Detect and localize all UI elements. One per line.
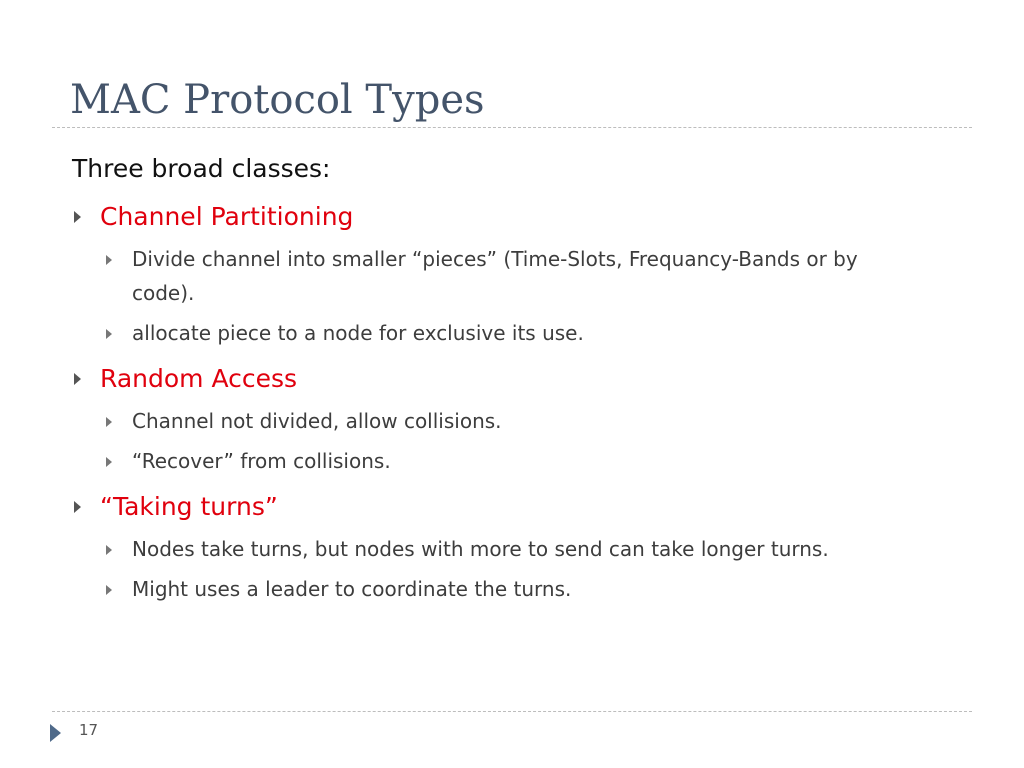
section-heading-text: Channel Partitioning xyxy=(100,202,354,231)
sub-bullet-arrow-icon xyxy=(106,255,112,265)
section-heading-channel-partitioning xyxy=(72,198,932,236)
footer-divider xyxy=(52,711,972,712)
sub-bullet-text: Nodes take turns, but nodes with more to send can take longer turns. xyxy=(132,537,829,561)
section-heading-taking-turns xyxy=(72,488,932,526)
sub-bullet-arrow-icon xyxy=(106,545,112,555)
title-divider xyxy=(52,127,972,128)
sub-bullet-text: Might uses a leader to coordinate the turns. xyxy=(132,577,572,601)
sub-bullet xyxy=(72,404,902,438)
footer-arrow-icon xyxy=(50,724,61,742)
sub-bullet-text: allocate piece to a node for exclusive its use. xyxy=(132,321,584,345)
intro-text: Three broad classes: xyxy=(72,154,331,183)
sub-bullet-text: “Recover” from collisions. xyxy=(132,449,391,473)
sub-bullet-arrow-icon xyxy=(106,417,112,427)
sub-bullet xyxy=(72,444,902,478)
slide-content xyxy=(72,150,932,612)
bullet-arrow-icon xyxy=(74,211,81,223)
page-number: 17 xyxy=(79,721,99,739)
sub-bullet-text: Channel not divided, allow collisions. xyxy=(132,409,502,433)
bullet-arrow-icon xyxy=(74,373,81,385)
sub-bullet-arrow-icon xyxy=(106,329,112,339)
sub-bullet xyxy=(72,532,902,566)
section-heading-text: “Taking turns” xyxy=(100,492,278,521)
slide-title: MAC Protocol Types xyxy=(70,77,485,123)
section-heading-text: Random Access xyxy=(100,364,298,393)
bullet-arrow-icon xyxy=(74,501,81,513)
sub-bullet-arrow-icon xyxy=(106,585,112,595)
section-heading-random-access xyxy=(72,360,932,398)
sub-bullet xyxy=(72,316,902,350)
sub-bullet-text: Divide channel into smaller “pieces” (Time-Slots, Frequancy-Bands or by code). xyxy=(132,247,858,305)
sub-bullet xyxy=(72,242,902,310)
sub-bullet xyxy=(72,572,902,606)
sub-bullet-arrow-icon xyxy=(106,457,112,467)
